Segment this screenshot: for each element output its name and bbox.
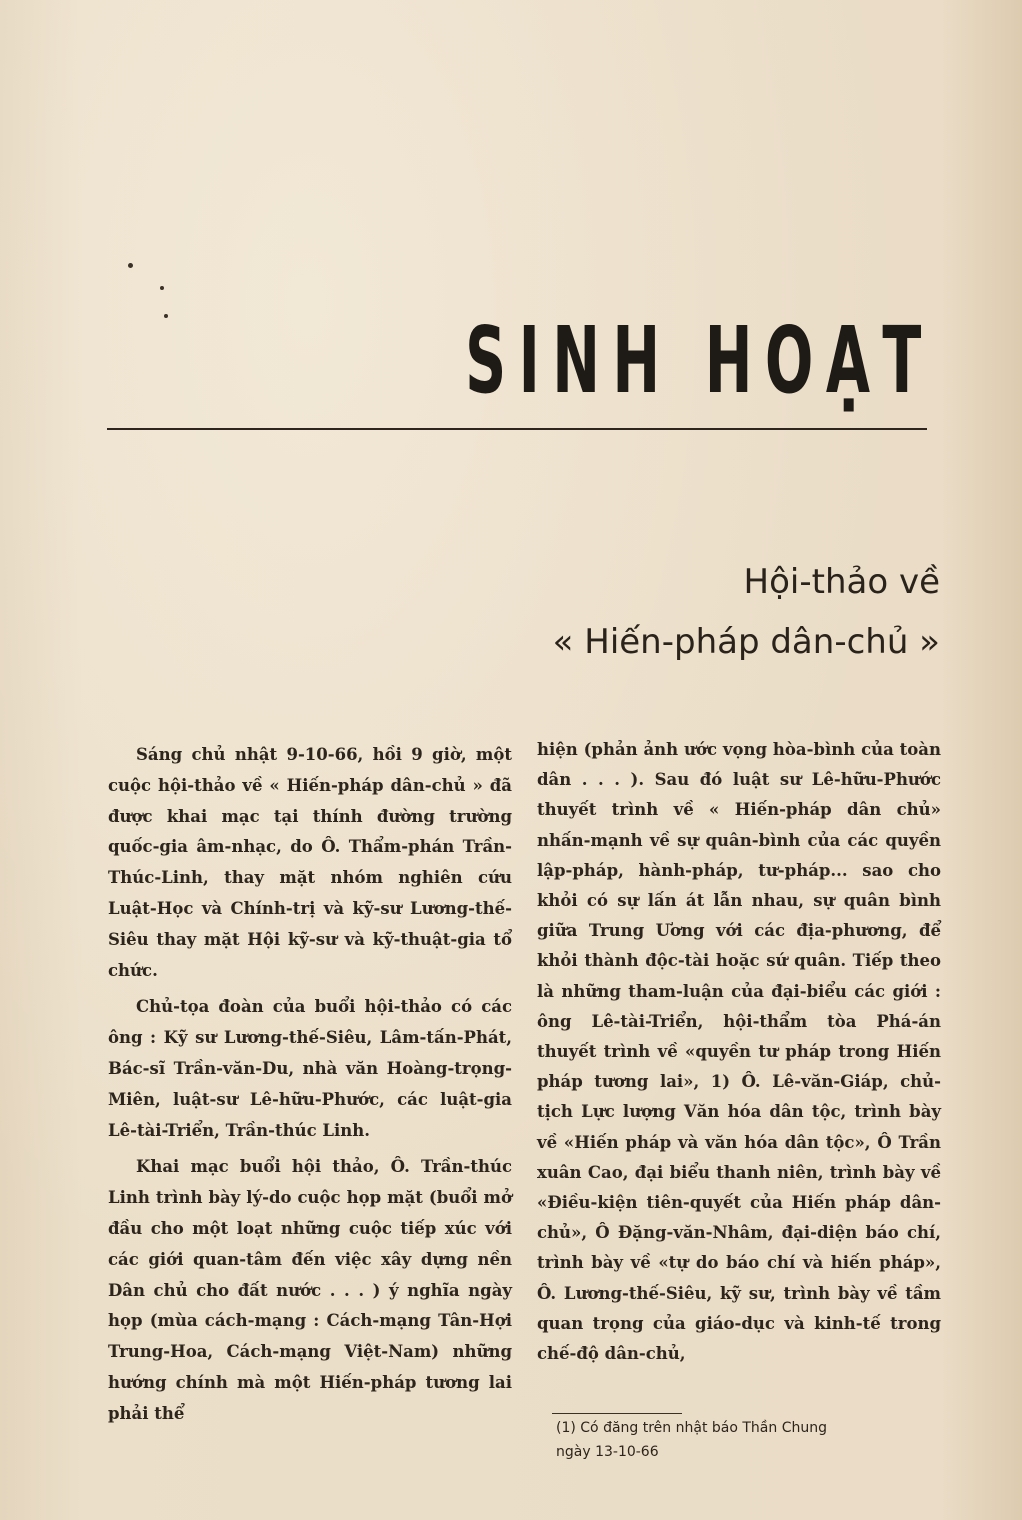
footnote-line-1: (1) Có đăng trên nhật báo Thần Chung xyxy=(556,1420,827,1436)
left-paragraph-1: Sáng chủ nhật 9-10-66, hồi 9 giờ, một cuộc hội-thảo về « Hiến-pháp dân-chủ » đã được khai mạc tại thính đường trường quốc-gia âm-nhạc, do Ô. Thẩm-phán Trần-Thúc-Linh, thay mặt nhóm nghiên cứu Luật-Học và Chính-trị và kỹ-sư Lương-thế-Siêu thay mặt Hội kỹ-sư và kỹ-thuật-gia tổ chức. xyxy=(108,745,512,980)
ink-speck xyxy=(128,263,133,268)
footnote-rule xyxy=(552,1413,682,1414)
ink-speck xyxy=(160,286,164,290)
right-column xyxy=(537,735,941,1375)
headline-line-1: Hội-thảo về xyxy=(743,562,940,602)
footnote-line-2: ngày 13-10-66 xyxy=(556,1444,659,1460)
section-title: SINH HOẠT xyxy=(465,307,934,414)
ink-speck xyxy=(164,314,168,318)
footnote xyxy=(556,1416,946,1464)
right-paragraph-1: hiện (phản ảnh ước vọng hòa-bình của toàn dân . . . ). Sau đó luật sư Lê-hữu-Phước thuyết trình về « Hiến-pháp dân chủ» nhấn-mạnh về sự quân-bình của các quyền lập-pháp, hành-pháp, tư-pháp... sao cho khỏi có sự lấn át lẫn nhau, sự quân bình giữa Trung Ương với các địa-phương, để khỏi thành độc-tài hoặc sứ quân. Tiếp theo là những tham-luận của đại-biểu các giới : ông Lê-tài-Triển, hội-thẩm tòa Phá-án thuyết trình về «quyền tư pháp trong Hiến pháp tương lai», 1) Ô. Lê-văn-Giáp, chủ-tịch Lực lượng Văn hóa dân tộc, trình bày về «Hiến pháp và văn hóa dân tộc», Ô Trần xuân Cao, đại biểu thanh niên, trình bày về «Điều-kiện tiên-quyết của Hiến pháp dân-chủ», Ô Đặng-văn-Nhâm, đại-diện báo chí, trình bày về «tự do báo chí và hiến pháp», Ô. Lương-thế-Siêu, kỹ sư, trình bày về tầm quan trọng của giáo-dục và kinh-tế trong chế-độ dân-chủ, xyxy=(537,740,941,1364)
left-paragraph-2: Chủ-tọa đoàn của buổi hội-thảo có các ông : Kỹ sư Lương-thế-Siêu, Lâm-tấn-Phát, Bác-sĩ Trần-văn-Du, nhà văn Hoàng-trọng-Miên, luật-sư Lê-hữu-Phước, các luật-gia Lê-tài-Triển, Trần-thúc Linh. xyxy=(108,997,512,1140)
left-column xyxy=(108,740,512,1436)
title-rule xyxy=(107,428,927,430)
left-paragraph-3: Khai mạc buổi hội thảo, Ô. Trần-thúc Linh trình bày lý-do cuộc họp mặt (buổi mở đầu cho một loạt những cuộc tiếp xúc với các giới quan-tâm đến việc xây dựng nền Dân chủ cho đất nước . . . ) ý nghĩa ngày họp (mùa cách-mạng : Cách-mạng Tân-Hợi Trung-Hoa, Cách-mạng Việt-Nam) những hướng chính mà một Hiến-pháp tương lai phải thể xyxy=(108,1157,512,1423)
headline-line-2: « Hiến-pháp dân-chủ » xyxy=(552,622,940,662)
